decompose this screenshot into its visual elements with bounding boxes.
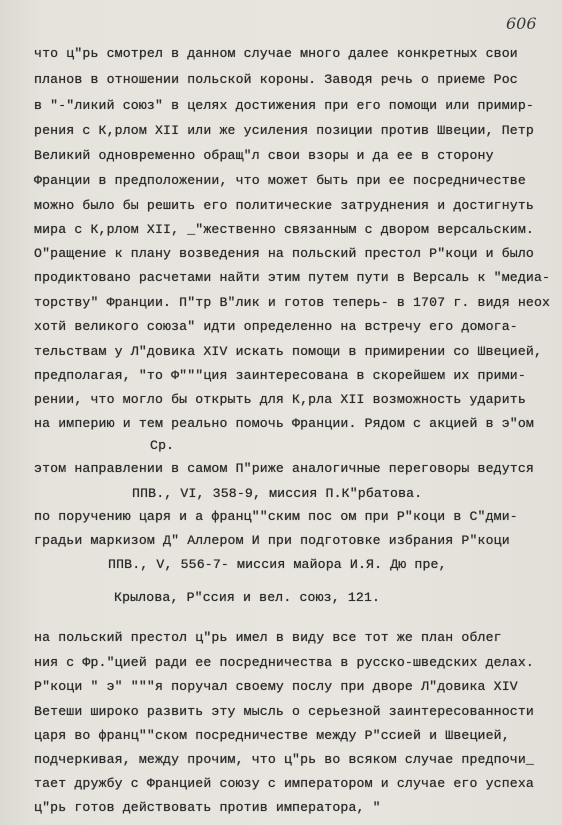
text-line: Великий одновременно обращ"л свои взоры и да ее в сторону: [34, 148, 494, 163]
footnote-line: ППВ., V, 556-7- миссия майора И.Я. Дю пре,: [108, 557, 447, 572]
text-line: в "-"ликий союз" в целях достижения при его помощи или примир-: [34, 98, 534, 113]
footnote-line: ППВ., VI, 358-9, миссия П.К"рбатова.: [132, 486, 423, 501]
text-line: продиктовано расчетами найти этим путем пути в Версаль к "медиа-: [34, 270, 551, 285]
text-line: тельствам у Л"довика XIV искать помощи в примирении со Швецией,: [34, 344, 543, 359]
text-line: этом направлении в самом П"риже аналогичные переговоры ведутся: [34, 461, 534, 476]
text-line: что ц"рь смотрел в данном случае много далее конкретных свои: [34, 46, 518, 61]
text-line: по поручению царя и а франц""ским пос ом при Р"коци в С"дми-: [34, 509, 518, 524]
text-line: Р"коци " э" """я поручал своему послу при дворе Л"довика XIV: [34, 679, 518, 694]
text-line: подчеркивая, между прочим, что ц"рь во всяком случае предпочи_: [34, 752, 534, 767]
text-line: Франции в предположении, что может быть при ее посредничестве: [34, 173, 526, 188]
footnote-line: Крылова, Р"ссия и вел. союз, 121.: [114, 590, 381, 605]
text-line: ц"рь готов действовать против императора, ": [34, 800, 381, 815]
text-line: на империю и тем реально помочь Франции. Рядом с акцией в э"ом: [34, 416, 534, 431]
text-line: царя во франц""ском посредничестве между Р"ссией и Швецией,: [34, 728, 510, 743]
text-line: ния с Фр."цией ради ее посредничества в русско-шведских делах.: [34, 655, 534, 670]
text-line: хотй великого союза" идти определенно на встречу его домога-: [34, 319, 518, 334]
text-line: на польский престол ц"рь имел в виду все тот же план облег: [34, 630, 502, 645]
text-line: предполагая, "то Ф"""ция заинтересована в скорейшем их прими-: [34, 368, 526, 383]
text-line: градьи маркизом Д" Аллером И при подготовке избрания Р"коци: [34, 533, 510, 548]
text-line: можно было бы решить его политические затруднения и достигнуть: [34, 198, 534, 213]
text-line: Ветеши широко развить эту мысль о серьезной заинтересованности: [34, 704, 534, 719]
text-line: планов в отношении польской короны. Заводя речь о приеме Рос: [34, 72, 518, 87]
text-line: торству" Франции. П"тр В"лик и готов теперь- в 1707 г. видя неох: [34, 295, 551, 310]
page-number: 606: [506, 14, 537, 33]
text-line: рения с К,рлом XII или же усиления позиции против Швеции, Петр: [34, 123, 534, 138]
text-line: мира с К,рлом XII, _"жественно связанным с двором версальским.: [34, 222, 534, 237]
text-line: рении, что могло бы открыть для К,рла XII возможность ударить: [34, 392, 526, 407]
text-line: тает дружбу с Францией союзу с императором и случае его успеха: [34, 776, 534, 791]
footnote-ref-line: Ср.: [150, 438, 175, 453]
text-line: О"ращение к плану возведения на польский престол Р"коци и было: [34, 246, 534, 261]
